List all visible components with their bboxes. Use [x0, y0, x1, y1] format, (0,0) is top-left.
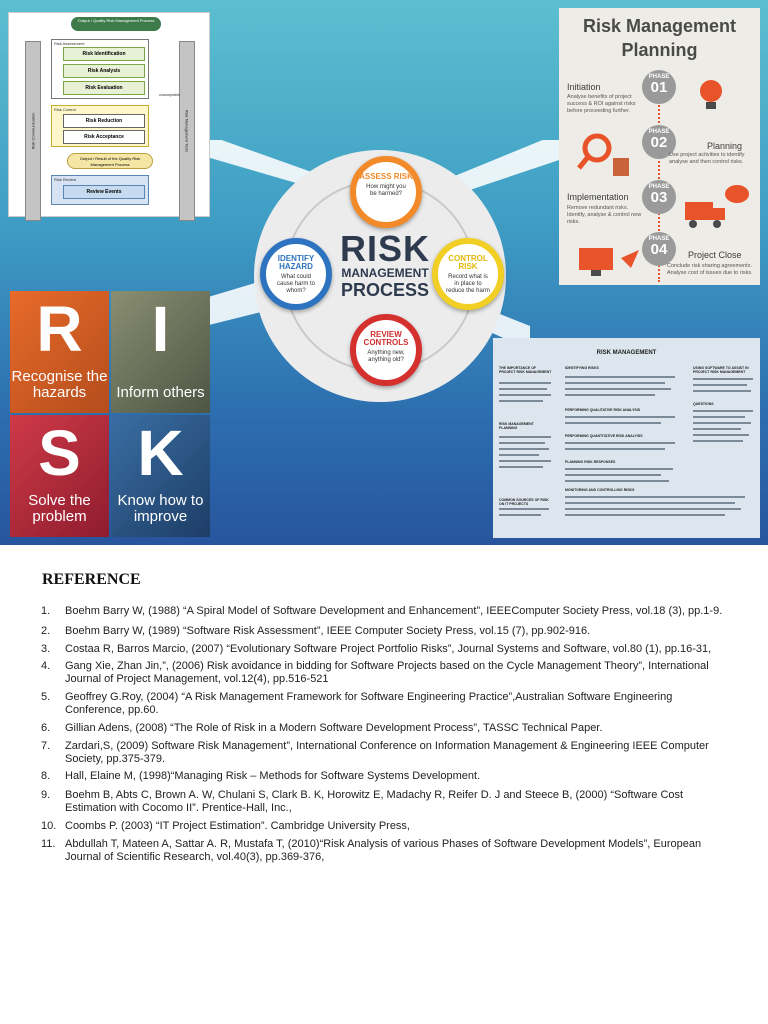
tile-know: K Know how to improve — [111, 415, 210, 537]
doc-text-line — [693, 390, 751, 392]
phase-01-name: Initiation — [567, 82, 601, 92]
doc-text-line — [499, 400, 543, 402]
doc-text-line — [565, 376, 675, 378]
doc-text-line — [693, 428, 741, 430]
doc-text-line — [499, 508, 549, 510]
phase-04-badge: PHASE 04 — [642, 232, 676, 266]
doc-heading: PLANNING RISK RESPONSES — [565, 460, 616, 464]
doc-text-line — [565, 474, 661, 476]
phase-03-badge: PHASE 03 — [642, 180, 676, 214]
risk-management-document — [493, 338, 760, 538]
doc-text-line — [565, 416, 675, 418]
phase-03-desc: Remove redundant risks. Identify, analyse & control new risks. — [567, 205, 642, 225]
assessment-group: Risk Assessment — [51, 39, 149, 99]
doc-text-line — [565, 496, 745, 498]
phase-02-desc: Use project activities to identify analyse and then control risks. — [669, 152, 745, 165]
flow-step-acceptance: Risk Acceptance — [63, 130, 145, 144]
phase-04-desc: Conclude risk sharing agreements. Analyse cost of issues due to risks. — [667, 263, 753, 276]
flow-step-identification: Risk Identification — [63, 47, 145, 61]
doc-text-line — [565, 422, 661, 424]
reference-item: 1. Boehm Barry W, (1988) “A Spiral Model of Software Development and Enhancement”, IEEEComputer Society Press, vol.18 (3), pp.1-9. — [41, 605, 723, 617]
doc-text-line — [693, 384, 747, 386]
flow-step-reduction: Risk Reduction — [63, 114, 145, 128]
review-controls-node: REVIEW CONTROLS Anything new, anything old? — [350, 314, 422, 386]
reference-item: 8. Hall, Elaine M, (1998)“Managing Risk – Methods for Software Systems Development. — [41, 770, 481, 782]
doc-text-line — [565, 382, 665, 384]
doc-text-line — [565, 388, 671, 390]
phase-01-badge: PHASE 01 — [642, 70, 676, 104]
doc-heading: PERFORMING QUALITATIVE RISK ANALYSIS — [565, 408, 641, 412]
doc-text-line — [693, 422, 751, 424]
doc-text-line — [499, 382, 551, 384]
doc-text-line — [693, 410, 753, 412]
flow-step-analysis: Risk Analysis — [63, 64, 145, 78]
doc-text-line — [565, 508, 741, 510]
tile-solve: S Solve the problem — [10, 415, 109, 537]
doc-heading: MONITORING AND CONTROLLING RISKS — [565, 488, 635, 492]
phase-04-name: Project Close — [688, 250, 742, 260]
flow-step-review: Review Events — [63, 185, 145, 199]
identify-hazard-node: IDENTIFY HAZARD What could cause harm to whom? — [260, 238, 332, 310]
magnifier-icon — [577, 130, 635, 180]
doc-text-line — [565, 394, 655, 396]
planning-title: Risk Management Planning — [582, 16, 737, 60]
phase-02-name: Planning — [707, 141, 743, 151]
doc-text-line — [499, 448, 549, 450]
doc-text-line — [565, 442, 675, 444]
doc-text-line — [499, 466, 543, 468]
phase-02-badge: PHASE 02 — [642, 125, 676, 159]
hub-title: RISK MANAGEMENT PROCESS — [339, 228, 430, 300]
reference-item: 9. Boehm B, Abts C, Brown A. W, Chulani S, Clark B. K, Horowitz E, Madachy R, Reifer D. J and Steece B, (2000) “Software Cost Estimation with Cocomo II”. Prentice-Hall, Inc., — [41, 789, 684, 814]
doc-heading: RISK MANAGEMENT PLANNING — [499, 422, 534, 430]
doc-heading: USING SOFTWARE TO ASSIST IN PROJECT RISK MANAGEMENT — [693, 366, 749, 374]
risk-communication-bar: Risk Communication — [25, 41, 41, 221]
reference-item: 4. Gang Xie, Zhan Jin,”, (2006) Risk avoidance in bidding for Software Projects based on the Cycle Management Theory”, International Journal of Project Management, vol.12(4), pp.516-521 — [41, 660, 709, 685]
risk-tools-bar: Risk Management Tools — [179, 41, 195, 221]
flow-step-evaluation: Risk Evaluation — [63, 81, 145, 95]
doc-text-line — [565, 468, 673, 470]
reference-item: 11. Abdullah T, Mateen A, Sattar A. R, Mustafa T, (2010)“Risk Analysis of various Phases of Software Development Models”, European Journal of Scientific Research, vol.40(3), pp.369-376, — [41, 838, 702, 863]
doc-heading: QUESTIONS — [693, 402, 714, 406]
doc-text-line — [565, 514, 725, 516]
doc-text-line — [499, 436, 551, 438]
doc-text-line — [499, 388, 547, 390]
doc-text-line — [693, 440, 743, 442]
flow-output: Output / Result of the Quality Risk Management Process — [67, 153, 153, 169]
risk-acronym-tiles — [10, 291, 210, 537]
assess-risk-node: ASSESS RISK How might you be harmed? — [350, 156, 422, 228]
reference-item: 3. Costaa R, Barros Marcio, (2007) “Evolutionary Software Project Portfolio Risks”, Journal Systems and Software, vol.80 (1), pp.16-31, — [41, 643, 712, 655]
risk-process-flowchart — [8, 12, 210, 217]
unacceptable-label: unacceptable — [159, 93, 180, 97]
doc-text-line — [499, 454, 539, 456]
monitor-icon — [577, 246, 641, 280]
reference-item: 10. Coombs P. (2003) “IT Project Estimation”. Cambridge University Press, — [41, 820, 410, 832]
doc-heading: PERFORMING QUANTITATIVE RISK ANALYSIS — [565, 434, 643, 438]
doc-heading: IDENTIFYING RISKS — [565, 366, 599, 370]
reference-item: 2. Boehm Barry W, (1989) “Software Risk Assessment”, IEEE Computer Society Press, vol.15 (7), pp.902-916. — [41, 625, 591, 637]
reference-item: 5. Geoffrey G.Roy, (2004) “A Risk Management Framework for Software Engineering Practice”,Australian Software Engineering Conference, pp.60. — [41, 691, 673, 716]
review-group: Risk Review — [51, 175, 149, 205]
reference-item: 6. Gillian Adens, (2008) “The Role of Risk in a Modern Software Development Process”, TASSC Technical Paper. — [41, 722, 603, 734]
phase-01-desc: Analyse benefits of project success & ROI against risks before proceeding further. — [567, 94, 636, 114]
tile-inform: I Inform others — [111, 291, 210, 413]
phase-03-name: Implementation — [567, 192, 629, 202]
reference-heading: REFERENCE — [42, 571, 141, 588]
doc-text-line — [693, 378, 753, 380]
doc-text-line — [693, 434, 749, 436]
reference-item: 7. Zardari,S, (2009) Software Risk Management”, International Conference on Information Management & Engineering IEEE Computer Society, pp.375-379. — [41, 740, 709, 765]
tile-recognise: R Recognise the hazards — [10, 291, 109, 413]
lightbulb-icon — [697, 78, 725, 114]
delivery-truck-icon — [683, 184, 753, 230]
control-group: Risk Control — [51, 105, 149, 147]
doc-heading: COMMON SOURCES OF RISK ON IT PROJECTS — [499, 498, 549, 506]
flow-title-pill: Output / Quality Risk Management Process — [71, 17, 161, 31]
doc-text-line — [565, 502, 735, 504]
risk-planning-panel — [559, 8, 760, 285]
doc-text-line — [565, 448, 665, 450]
doc-text-line — [693, 416, 745, 418]
doc-heading: THE IMPORTANCE OF PROJECT RISK MANAGEMENT — [499, 366, 552, 374]
doc-text-line — [499, 394, 551, 396]
doc-title: RISK MANAGEMENT — [596, 350, 657, 356]
doc-text-line — [565, 480, 669, 482]
control-risk-node: CONTROL RISK Record what is in place to reduce the harm — [432, 238, 504, 310]
doc-text-line — [499, 460, 551, 462]
doc-text-line — [499, 514, 541, 516]
doc-text-line — [499, 442, 545, 444]
